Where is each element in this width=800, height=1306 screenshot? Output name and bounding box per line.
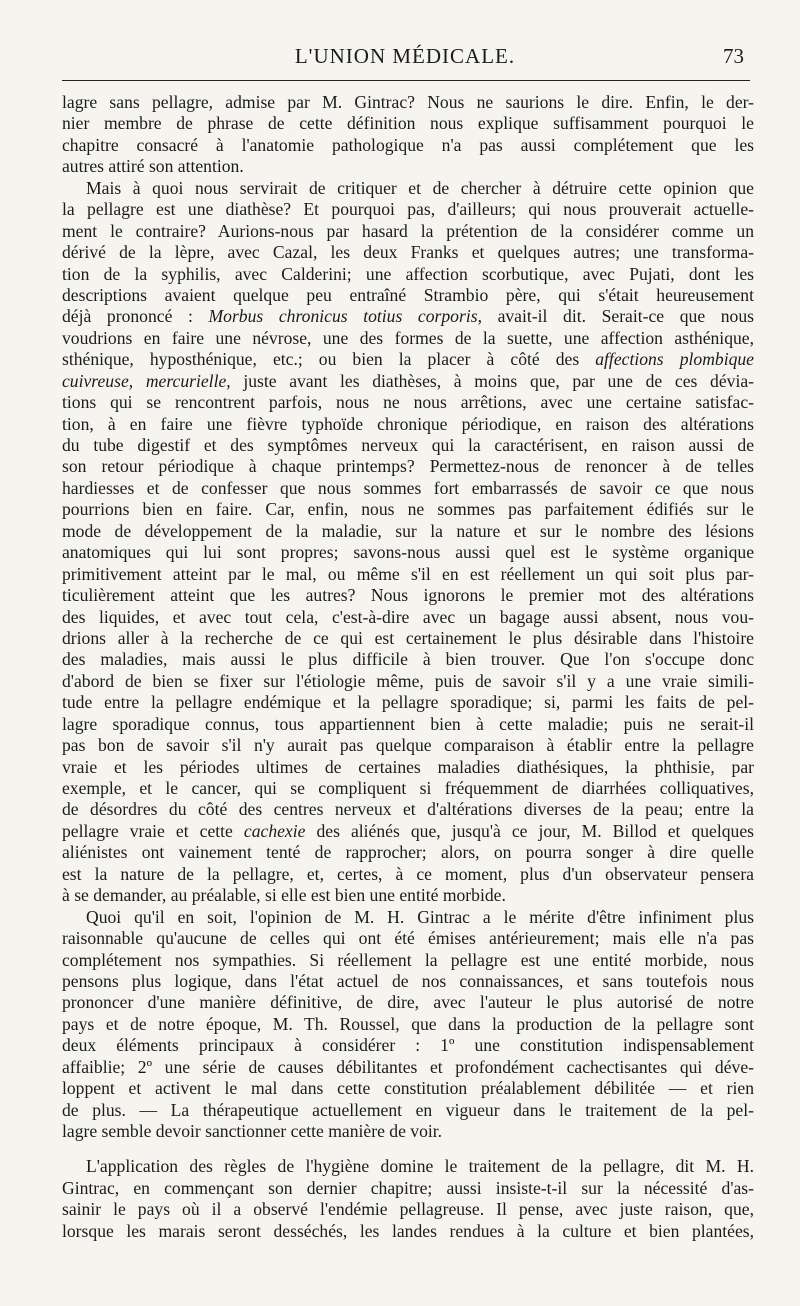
text-line: tude entre la pellagre endémique et la pellagre sporadique; si, parmi les faits de pel- xyxy=(62,692,754,713)
text-line: descriptions avaient quelque peu entraîné Strambio père, qui s'était heureusement xyxy=(62,284,754,305)
text-line: Gintrac, en commençant son dernier chapitre; aussi insiste-t-il sur la nécessité d'as- xyxy=(62,1177,754,1198)
text-line: mode de développement de la maladie, sur la nature et sur le nombre des lésions xyxy=(62,520,754,541)
page-number: 73 xyxy=(723,44,744,68)
text-line: anatomiques qui lui sont propres; savons-nous aussi quel est le système organique xyxy=(62,542,754,563)
paragraph-3 xyxy=(62,907,754,1143)
text-line: est la nature de la pellagre, et, certes, à ce moment, plus d'un observateur pensera xyxy=(62,863,754,884)
running-head xyxy=(58,44,752,74)
text-line: autres attiré son attention. xyxy=(62,156,244,177)
text-line: Mais à quoi nous servirait de critiquer et de chercher à détruire cette opinion que xyxy=(86,177,754,198)
text-line: de désordres du côté des centres nerveux et d'altérations diverses de la peau; entre la xyxy=(62,799,754,820)
text-line: du tube digestif et des symptômes nerveux qui la caractérisent, en raison aussi de xyxy=(62,435,754,455)
text-run: , juste avant les diathèses, à moins que, par une de ces dévia- xyxy=(226,370,755,391)
text-run: déjà prononcé : xyxy=(62,306,209,327)
text-line: chapitre consacré à l'anatomie pathologique n'a pas aussi complétement que les xyxy=(62,134,754,155)
text-line xyxy=(62,306,754,327)
text-line: lagre sans pellagre, admise par M. Gintrac? Nous ne saurions le dire. Enfin, le der- xyxy=(62,92,754,112)
journal-title: L'UNION MÉDICALE. xyxy=(294,44,516,68)
text-line: drions aller à la recherche de ce qui est certainement le plus désirable dans l'histoire xyxy=(62,627,754,648)
body-text xyxy=(62,92,754,1242)
text-run: sthénique, hyposthénique, etc.; ou bien la placer à côté des xyxy=(62,349,596,370)
text-line xyxy=(62,349,754,370)
text-line: de plus. — La thérapeutique actuellement en vigueur dans le traitement de la pel- xyxy=(62,1099,754,1120)
italic-term: affections plombique xyxy=(595,349,754,370)
text-line: tions qui se rencontrent parfois, nous ne nous arrêtions, avec une certaine satisfac- xyxy=(62,392,754,413)
text-line: deux éléments principaux à considérer : 1º une constitution indispensablement xyxy=(62,1035,754,1056)
text-line: à se demander, au préalable, si elle est bien une entité morbide. xyxy=(62,885,506,906)
paragraph-2 xyxy=(62,178,754,907)
text-line: raisonnable qu'aucune de celles qui ont été émises antérieurement; mais elle n'a pas xyxy=(62,928,754,949)
text-line: lagre sporadique connus, tous appartiennent bien à cette maladie; puis ne serait-il xyxy=(62,713,754,734)
text-line: exemple, et le cancer, qui se compliquent si fréquemment de diarrhées colliquatives, xyxy=(62,778,754,798)
text-line: hardiesses et de confesser que nous sommes fort embarrassés de savoir ce que nous xyxy=(62,477,754,498)
latin-quote: Morbus chronicus totius corporis xyxy=(208,306,478,327)
text-line: pas bon de savoir s'il n'y aurait pas quelque comparaison à établir entre la pellagre xyxy=(62,735,754,756)
text-line: loppent et activent le mal dans cette constitution préalablement débilitée — et rien xyxy=(62,1078,754,1099)
text-line: primitivement atteint par le mal, ou même s'il en est réellement un qui soit plus par- xyxy=(62,563,754,584)
paragraph-4 xyxy=(62,1156,754,1242)
text-line: sainir le pays où il a observé l'endémie pellagreuse. Il pense, avec juste raison, que, xyxy=(62,1199,754,1220)
text-line: son retour périodique à chaque printemps? Permettez-nous de renoncer à de telles xyxy=(62,456,754,477)
paragraph-gap xyxy=(62,1142,754,1156)
text-line: dérivé de la lèpre, avec Cazal, les deux Franks et quelques autres; une transforma- xyxy=(62,242,754,263)
text-line: prononcer d'une manière définitive, de dire, avec l'auteur le plus autorisé de notre xyxy=(62,992,754,1013)
text-line xyxy=(62,821,754,842)
text-line: ticulièrement atteint que les autres? Nous ignorons le premier mot des altérations xyxy=(62,585,754,606)
text-run: pellagre vraie et cette xyxy=(62,820,244,841)
text-line: vraie et les périodes ultimes de certaines maladies diathésiques, la phthisie, par xyxy=(62,756,754,777)
text-line: lorsque les marais seront desséchés, les landes rendues à la culture et bien plantées, xyxy=(62,1220,754,1241)
text-line: tion de la syphilis, avec Calderini; une affection scorbutique, avec Pujati, dont les xyxy=(62,263,754,284)
text-line: Quoi qu'il en soit, l'opinion de M. H. Gintrac a le mérite d'être infiniment plus xyxy=(86,906,754,927)
text-line: des maladies, mais aussi le plus difficile à bien trouver. Que l'on s'occupe donc xyxy=(62,649,754,670)
text-run: des aliénés que, jusqu'à ce jour, M. Billod et quelques xyxy=(305,820,755,841)
text-line: L'application des règles de l'hygiène domine le traitement de la pellagre, dit M. H. xyxy=(86,1156,754,1177)
text-line xyxy=(62,371,754,392)
header-rule xyxy=(62,80,750,81)
text-line: ment le contraire? Aurions-nous par hasard la prétention de la considérer comme un xyxy=(62,220,754,241)
text-line: d'abord de bien se fixer sur l'étiologie même, puis de savoir s'il y a une vraie simili- xyxy=(62,670,754,691)
text-line: des liquides, et avec tout cela, c'est-à-dire avec un bagage aussi absent, nous vou- xyxy=(62,606,754,627)
text-line: aliénistes ont vainement tenté de rapprocher; alors, on pourra songer à dire quelle xyxy=(62,842,754,863)
text-line: voudrions en faire une névrose, une des formes de la suette, une affection asthénique, xyxy=(62,327,754,348)
text-line: la pellagre est une diathèse? Et pourquoi pas, d'ailleurs; qui nous prouverait actuelle- xyxy=(62,199,754,220)
text-line: complétement nos sympathies. Si réellement la pellagre est une entité morbide, nous xyxy=(62,949,754,970)
text-line: lagre semble devoir sanctionner cette manière de voir. xyxy=(62,1121,443,1141)
italic-term: cuivreuse, mercurielle xyxy=(62,370,227,391)
text-line: pays et de notre époque, M. Th. Roussel, que dans la production de la pellagre sont xyxy=(62,1013,754,1034)
text-line: pourrions bien en faire. Car, enfin, nous ne sommes pas parfaitement édifiés sur le xyxy=(62,499,754,520)
text-line: affaiblie; 2º une série de causes débilitantes et profondément cachectisantes qui déve- xyxy=(62,1056,754,1077)
paragraph-1 xyxy=(62,92,754,178)
text-run: , avait-il dit. Serait-ce que nous xyxy=(477,306,754,327)
text-line: nier membre de phrase de cette définition nous explique suffisamment pourquoi le xyxy=(62,113,754,134)
text-line: pensons plus logique, dans l'état actuel de nos connaissances, et sans toutefois nous xyxy=(62,970,754,991)
italic-term: cachexie xyxy=(243,820,306,841)
text-line: tion, à en faire une fièvre typhoïde chronique périodique, en raison des altérations xyxy=(62,413,754,434)
